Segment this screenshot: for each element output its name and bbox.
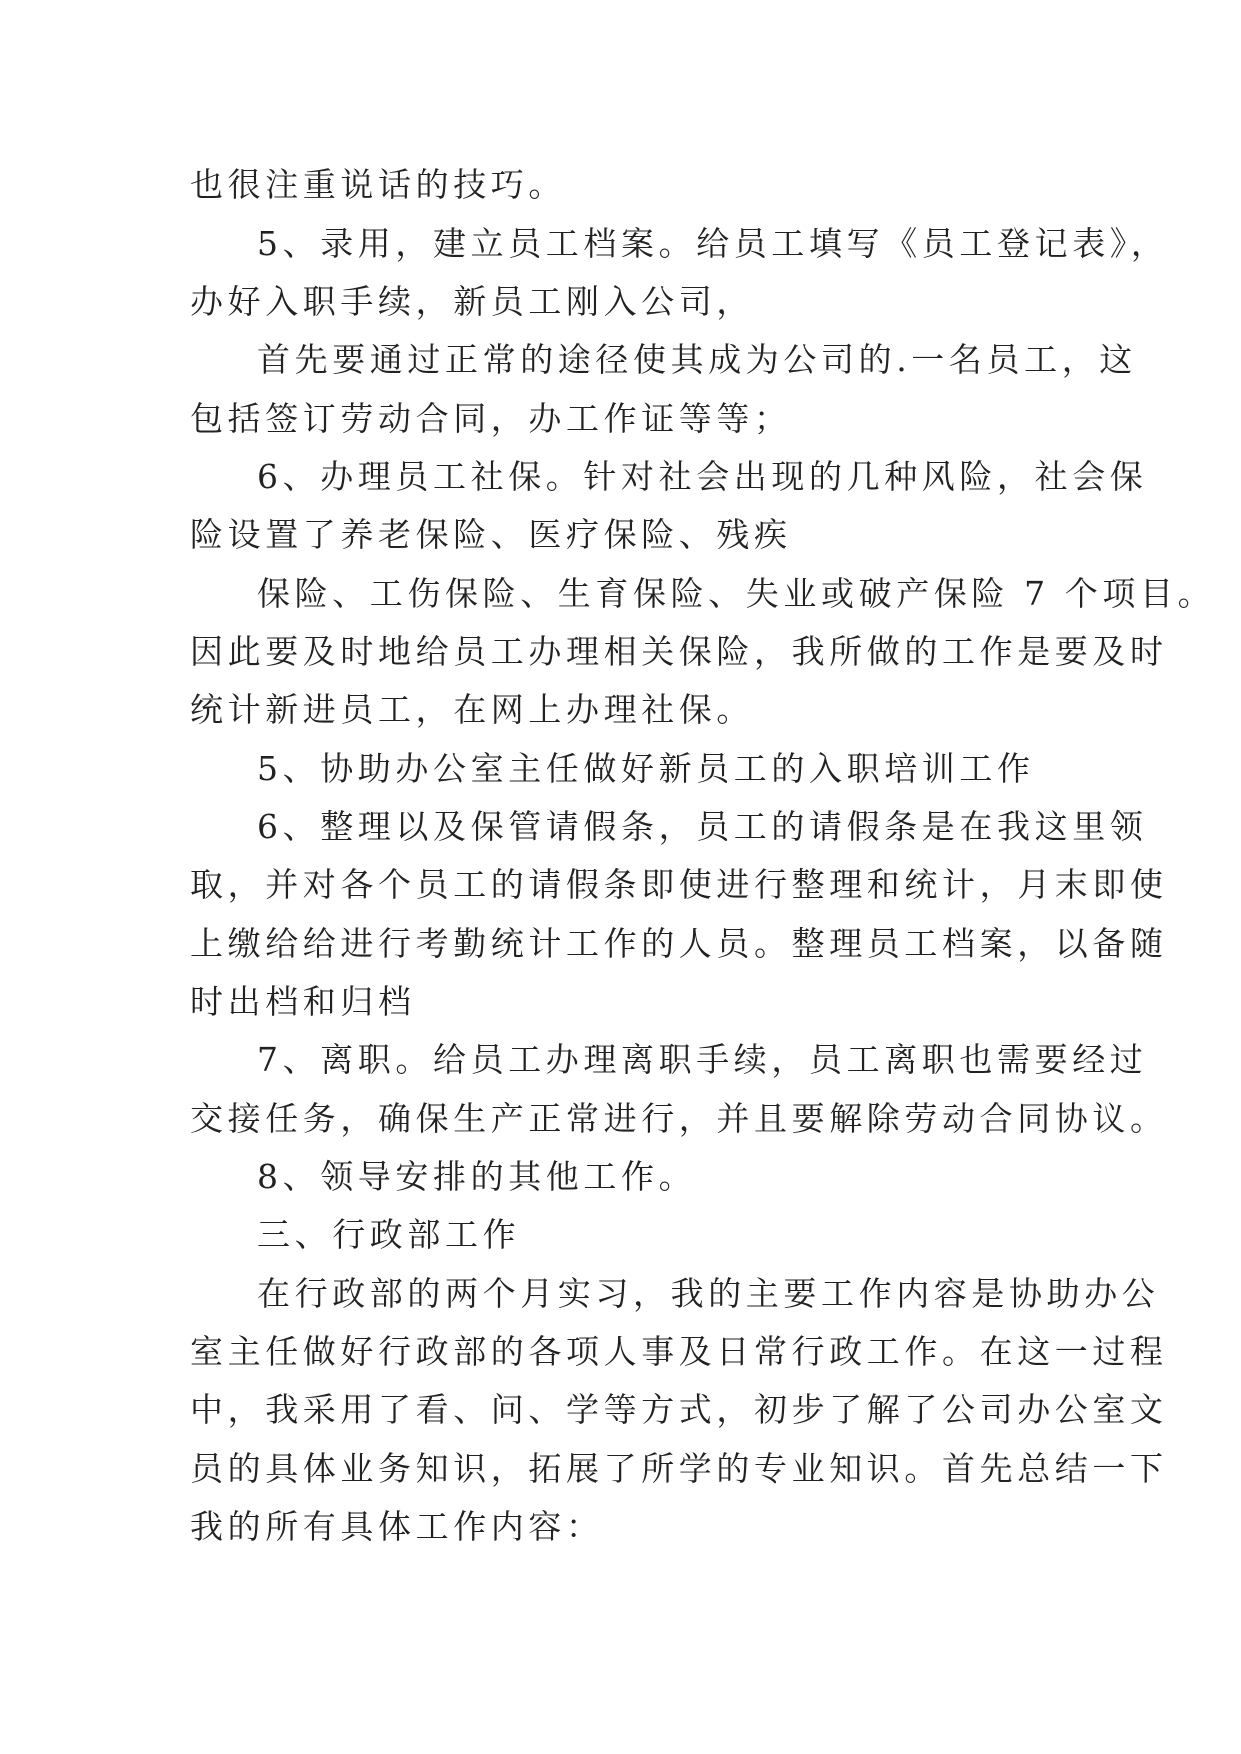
text-line: 包括签订劳动合同，办工作证等等； xyxy=(190,399,792,438)
text-line: 室主任做好行政部的各项人事及日常行政工作。在这一过程 xyxy=(190,1332,1168,1371)
text-line: 取，并对各个员工的请假条即使进行整理和统计，月末即使 xyxy=(190,865,1168,904)
text-line: 统计新进员工，在网上办理社保。 xyxy=(190,690,754,729)
section-heading: 三、行政部工作 xyxy=(257,1215,521,1254)
text-line: 在行政部的两个月实习，我的主要工作内容是协助办公 xyxy=(257,1274,1160,1313)
text-line: 保险、工伤保险、生育保险、失业或破产保险 7 个项目。 xyxy=(257,574,1216,613)
text-line: 5、协助办公室主任做好新员工的入职培训工作 xyxy=(257,749,1035,788)
text-line: 5、录用，建立员工档案。给员工填写《员工登记表》， xyxy=(257,224,1169,263)
text-line: 我的所有具体工作内容： xyxy=(190,1507,604,1546)
text-line: 上缴给给进行考勤统计工作的人员。整理员工档案，以备随 xyxy=(190,924,1168,963)
text-line: 员的具体业务知识，拓展了所学的专业知识。首先总结一下 xyxy=(190,1449,1168,1488)
text-line: 6、整理以及保管请假条，员工的请假条是在我这里领 xyxy=(257,807,1148,846)
text-line: 首先要通过正常的途径使其成为公司的.一名员工，这 xyxy=(257,340,1137,379)
text-line: 8、领导安排的其他工作。 xyxy=(257,1157,697,1196)
text-line: 交接任务，确保生产正常进行，并且要解除劳动合同协议。 xyxy=(190,1099,1168,1138)
text-line: 6、办理员工社保。针对社会出现的几种风险，社会保 xyxy=(257,457,1148,496)
text-line: 时出档和归档 xyxy=(190,982,416,1021)
text-line: 7、离职。给员工办理离职手续，员工离职也需要经过 xyxy=(257,1040,1148,1079)
text-line: 因此要及时地给员工办理相关保险，我所做的工作是要及时 xyxy=(190,632,1168,671)
text-line: 也很注重说话的技巧。 xyxy=(190,165,566,204)
text-line: 险设置了养老保险、医疗保险、残疾 xyxy=(190,515,792,554)
text-line: 中，我采用了看、问、学等方式，初步了解了公司办公室文 xyxy=(190,1390,1168,1429)
text-line: 办好入职手续，新员工刚入公司， xyxy=(190,282,754,321)
